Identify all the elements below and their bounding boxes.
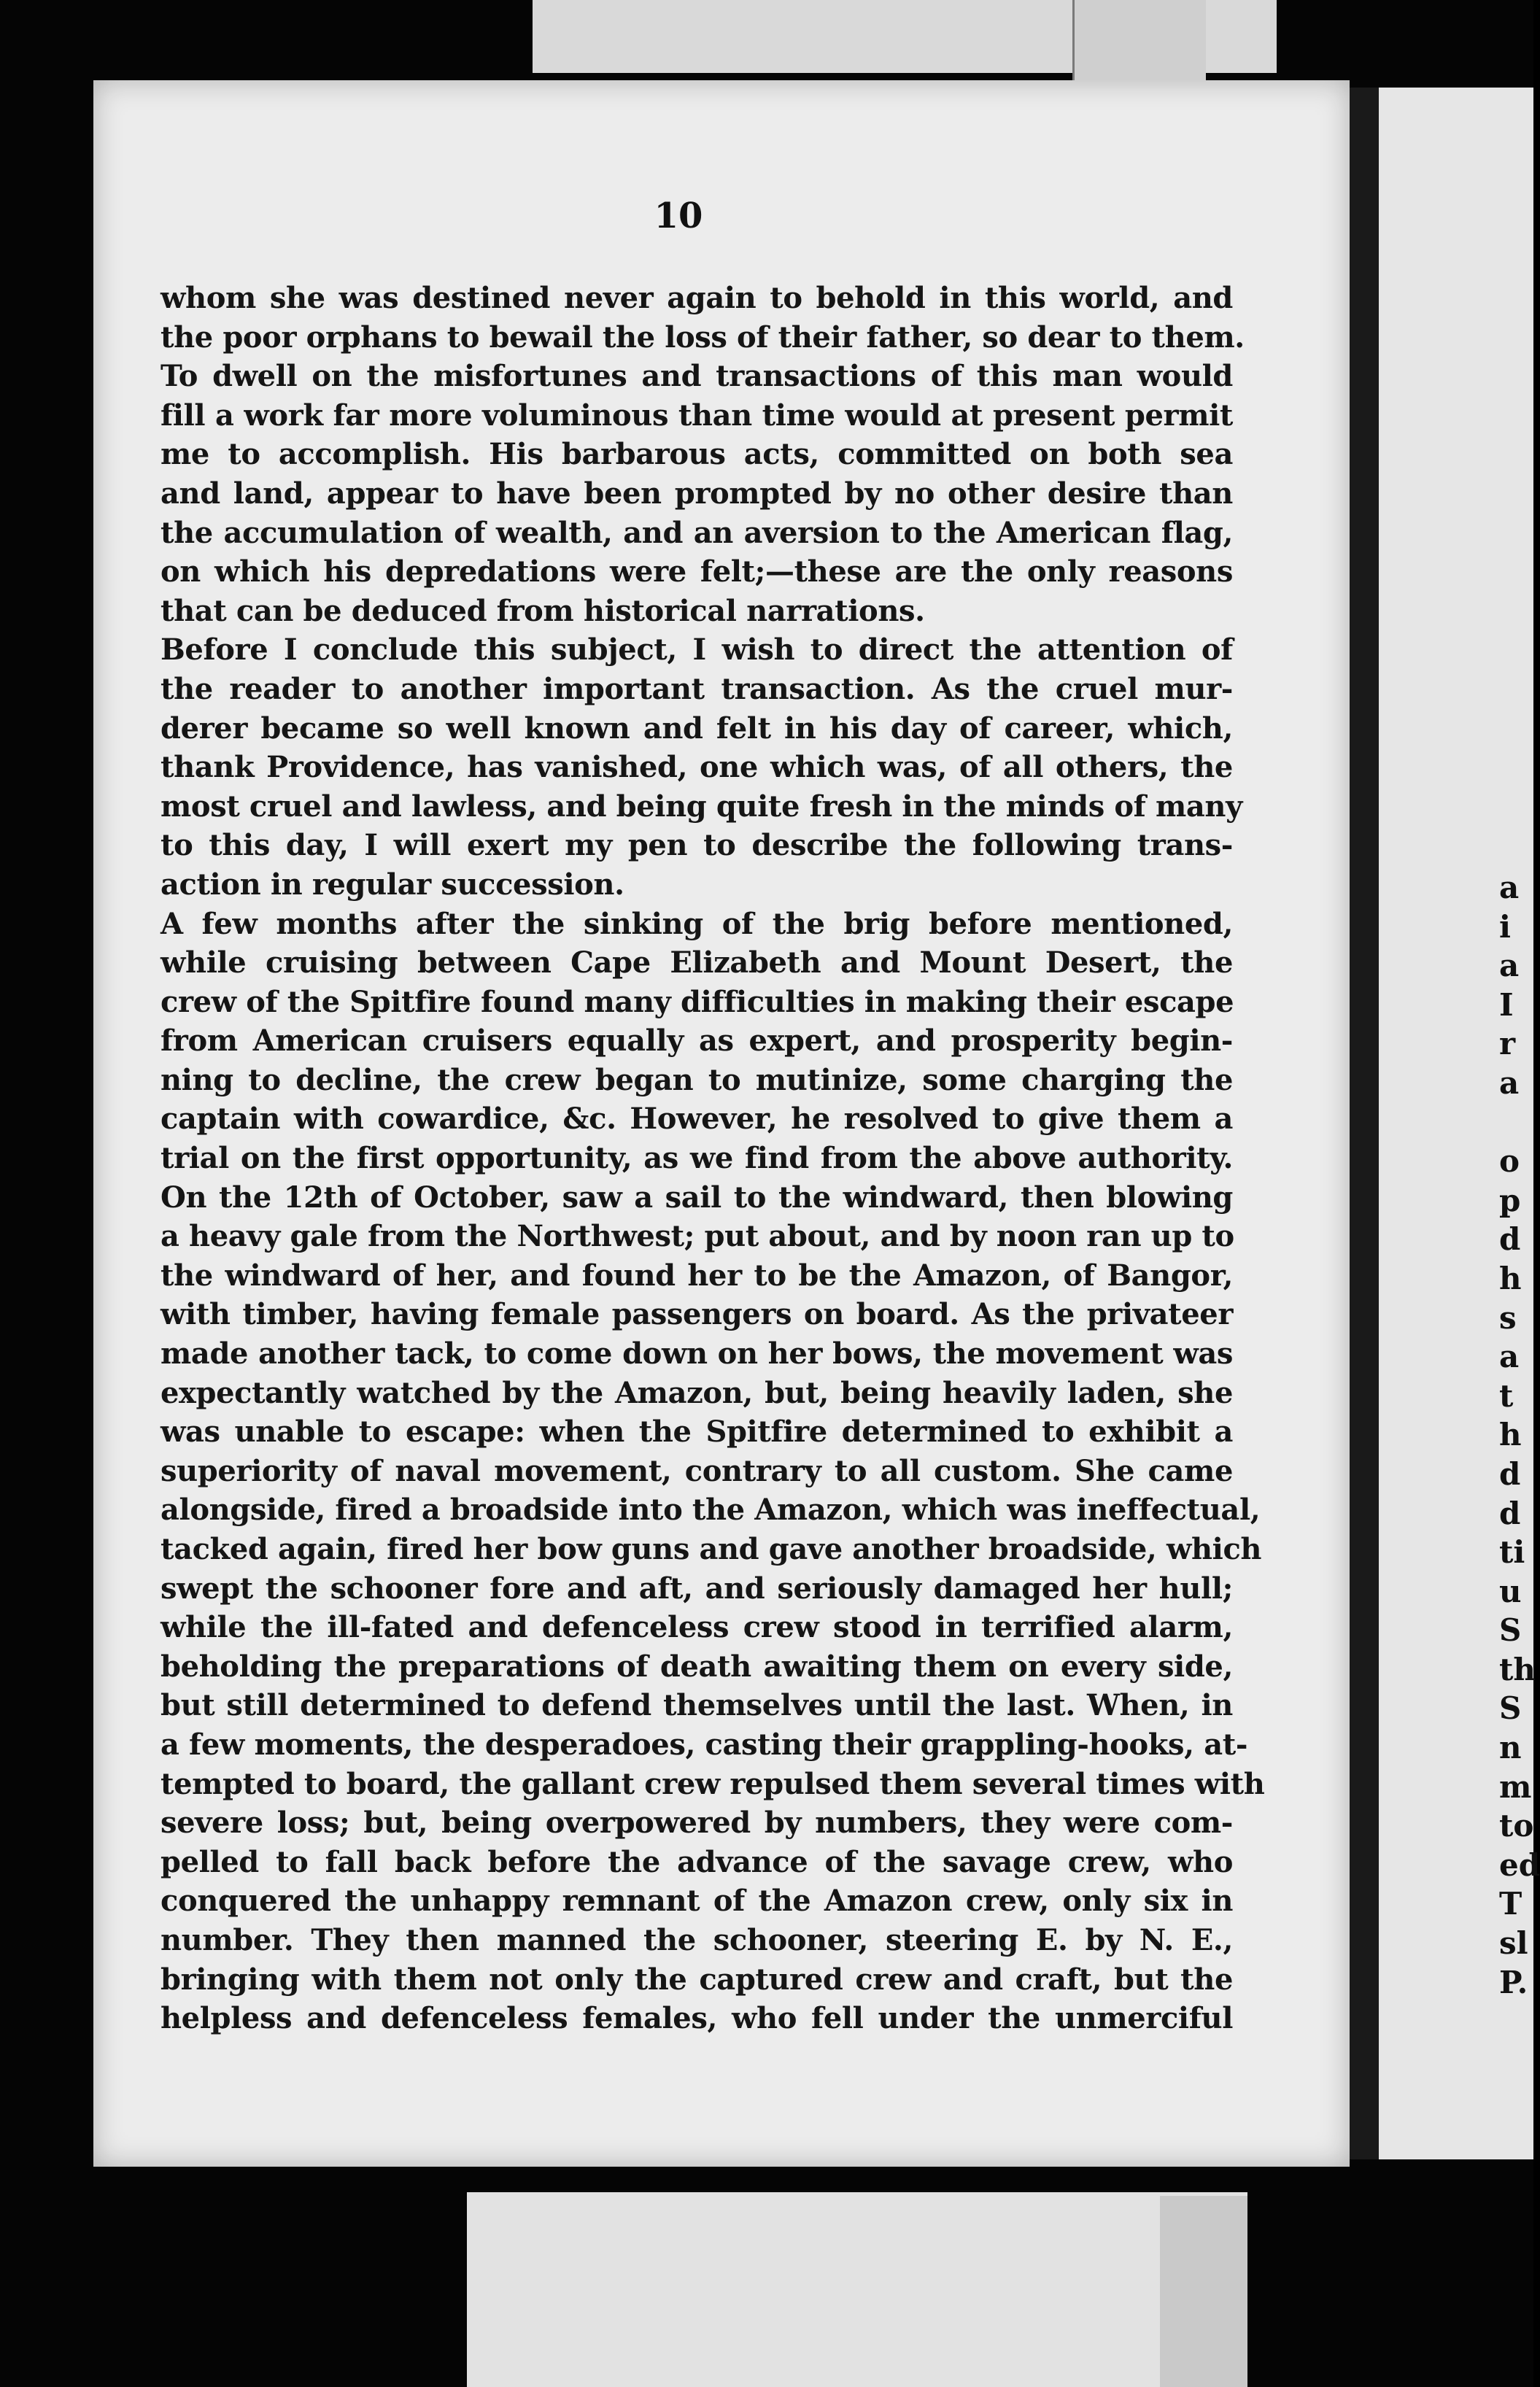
text-line: and land, appear to have been prompted by no other desire than	[160, 476, 1233, 511]
text-line: On the 12th of October, saw a sail to the windward, then blowing	[160, 1180, 1233, 1215]
top-paper-fold	[1072, 0, 1206, 80]
text-line: trial on the first opportunity, as we find from the above authority.	[160, 1141, 1233, 1176]
facing-page-fragment: r	[1499, 1026, 1516, 1062]
facing-page-fragment: d	[1499, 1455, 1521, 1492]
text-line: to this day, I will exert my pen to describe the following trans-	[160, 828, 1233, 863]
facing-page-text-fragments	[1499, 868, 1540, 2002]
facing-page-fragment: to	[1499, 1808, 1534, 1844]
text-line: swept the schooner fore and aft, and seriously damaged her hull;	[160, 1571, 1233, 1606]
text-line: beholding the preparations of death awaiting them on every side,	[160, 1649, 1233, 1684]
facing-page-fragment: S	[1499, 1690, 1522, 1727]
facing-page-fragment: m	[1499, 1768, 1532, 1805]
facing-page-fragment: ed	[1499, 1846, 1540, 1883]
text-line: the poor orphans to bewail the loss of their father, so dear to them.	[160, 320, 1245, 355]
facing-page-fragment: t	[1499, 1377, 1514, 1414]
text-line: number. They then manned the schooner, steering E. by N. E.,	[160, 1922, 1233, 1957]
body-text	[160, 279, 1265, 2038]
text-line: derer became so well known and felt in his day of career, which,	[160, 711, 1233, 746]
text-line: bringing with them not only the captured crew and craft, but the	[160, 1962, 1233, 1997]
text-line: pelled to fall back before the advance of the savage crew, who	[160, 1844, 1233, 1879]
text-line: ning to decline, the crew began to mutinize, some charging the	[160, 1062, 1233, 1097]
text-line: the accumulation of wealth, and an aversion to the American flag,	[160, 515, 1233, 550]
text-line: with timber, having female passengers on board. As the privateer	[160, 1297, 1233, 1332]
text-line: conquered the unhappy remnant of the Amazon crew, only six in	[160, 1884, 1233, 1919]
facing-page-fragment: T	[1499, 1886, 1522, 1922]
facing-page-fragment: h	[1499, 1417, 1522, 1453]
facing-page-fragment: a	[1499, 948, 1520, 984]
text-line: expectantly watched by the Amazon, but, being heavily laden, she	[160, 1375, 1233, 1410]
text-line: action in regular succession.	[160, 867, 624, 902]
text-line: A few months after the sinking of the brig before mentioned,	[160, 906, 1233, 941]
facing-page-fragment: d	[1499, 1221, 1521, 1258]
facing-page-fragment: ti	[1499, 1534, 1525, 1571]
facing-page-fragment: a	[1499, 1339, 1520, 1375]
facing-page-fragment: S	[1499, 1612, 1522, 1649]
facing-page-fragment	[1499, 1103, 1533, 1142]
text-line: tempted to board, the gallant crew repulsed them several times with	[160, 1766, 1265, 1801]
text-line: alongside, fired a broadside into the Amazon, which was ineffectual,	[160, 1493, 1261, 1528]
facing-page-fragment: p	[1499, 1182, 1521, 1218]
text-line: helpless and defenceless females, who fell under the unmerciful	[160, 2001, 1233, 2036]
facing-page-fragment: P.	[1499, 1964, 1528, 2000]
text-line: severe loss; but, being overpowered by numbers, they were com-	[160, 1806, 1233, 1841]
text-line: made another tack, to come down on her bows, the movement was	[160, 1336, 1233, 1372]
text-line: but still determined to defend themselves until the last. When, in	[160, 1688, 1233, 1723]
facing-page-fragment: u	[1499, 1573, 1522, 1609]
text-line: whom she was destined never again to behold in this world, and	[160, 281, 1233, 315]
text-line: most cruel and lawless, and being quite fresh in the minds of many	[160, 789, 1242, 824]
facing-page-fragment: sl	[1499, 1925, 1528, 1962]
facing-page-fragment: th	[1499, 1651, 1536, 1687]
bottom-paper-edge	[1160, 2196, 1247, 2387]
text-line: while the ill-fated and defenceless crew stood in terrified alarm,	[160, 1610, 1233, 1645]
text-line: the reader to another important transaction. As the cruel mur-	[160, 671, 1233, 706]
text-line: me to accomplish. His barbarous acts, committed on both sea	[160, 437, 1233, 472]
text-line: captain with cowardice, &c. However, he resolved to give them a	[160, 1102, 1233, 1137]
text-line: from American cruisers equally as expert, and prosperity begin-	[160, 1024, 1233, 1059]
text-line: superiority of naval movement, contrary to all custom. She came	[160, 1453, 1233, 1488]
facing-page-fragment: s	[1499, 1299, 1517, 1336]
facing-page-fragment: I	[1499, 986, 1514, 1023]
text-line: fill a work far more voluminous than time would at present permit	[160, 398, 1233, 433]
facing-page-fragment: n	[1499, 1730, 1522, 1766]
facing-page-fragment: d	[1499, 1495, 1521, 1531]
text-line: while cruising between Cape Elizabeth and Mount Desert, the	[160, 945, 1233, 980]
text-line: that can be deduced from historical narrations.	[160, 593, 925, 628]
text-line: Before I conclude this subject, I wish to direct the attention of	[160, 632, 1233, 668]
facing-page-fragment: a	[1499, 1064, 1520, 1101]
text-line: the windward of her, and found her to be the Amazon, of Bangor,	[160, 1258, 1233, 1293]
facing-page-fragment: o	[1499, 1143, 1520, 1180]
text-line: thank Providence, has vanished, one which was, of all others, the	[160, 750, 1233, 785]
text-line: a few moments, the desperadoes, casting their grappling-hooks, at-	[160, 1727, 1248, 1762]
text-line: To dwell on the misfortunes and transactions of this man would	[160, 359, 1233, 394]
facing-page-fragment: a	[1499, 870, 1520, 905]
page-gutter-shadow	[1350, 88, 1379, 2159]
facing-page-fragment: i	[1499, 908, 1511, 945]
text-line: a heavy gale from the Northwest; put about, and by noon ran up to	[160, 1219, 1234, 1254]
facing-page-fragment: h	[1499, 1260, 1522, 1296]
text-line: was unable to escape: when the Spitfire determined to exhibit a	[160, 1415, 1233, 1450]
text-line: tacked again, fired her bow guns and gave another broadside, which	[160, 1532, 1262, 1566]
text-line: crew of the Spitfire found many difficulties in making their escape	[160, 984, 1234, 1019]
bottom-paper-tab	[467, 2192, 1247, 2387]
page-number: 10	[654, 196, 703, 236]
text-line: on which his depredations were felt;—these are the only reasons	[160, 554, 1233, 589]
